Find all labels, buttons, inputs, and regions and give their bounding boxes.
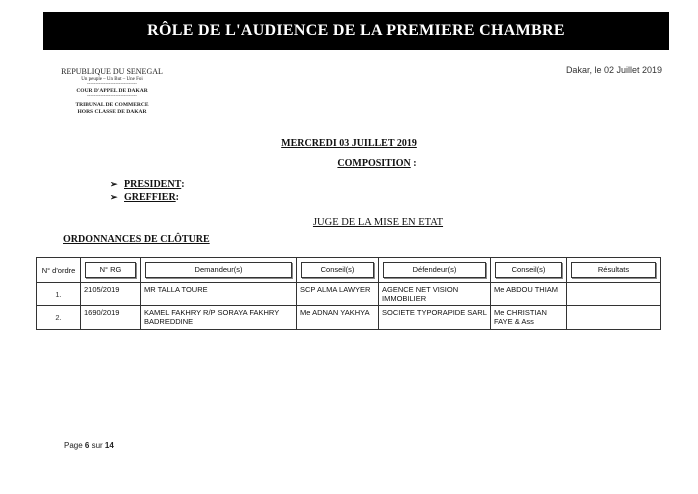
header-conseil-1: Conseil(s) (297, 258, 379, 283)
header-conseil-2: Conseil(s) (491, 258, 567, 283)
footer-page: 6 (84, 441, 90, 450)
hearing-schedule-table (36, 257, 661, 330)
row-conseil-2: Me CHRISTIAN FAYE & Ass (491, 306, 567, 330)
place-date: Dakar, le 02 Juillet 2019 (565, 65, 662, 75)
tribunal-line-1: TRIBUNAL DE COMMERCE (75, 102, 149, 108)
row-number: 1. (37, 283, 81, 306)
footer-prefix: Page (64, 441, 85, 450)
document-title: RÔLE DE L'AUDIENCE DE LA PREMIERE CHAMBRE (147, 22, 565, 39)
row-demandeur: MR TALLA TOURE (141, 283, 297, 306)
tribunal-line-2: HORS CLASSE DE DAKAR (77, 109, 147, 115)
header-defendeur: Défendeur(s) (379, 258, 491, 283)
role-greffier-colon: : (175, 192, 180, 203)
page-footer (64, 441, 114, 450)
subsection-title: ORDONNANCES DE CLÔTURE (63, 234, 210, 245)
row-rg: 1690/2019 (81, 306, 141, 330)
arrow-bullet-icon: ➢ (110, 192, 118, 202)
row-defendeur: SOCIETE TYPORAPIDE SARL (379, 306, 491, 330)
role-greffier (110, 191, 185, 204)
table-row (37, 283, 661, 306)
role-president-colon: : (181, 179, 185, 190)
row-resultat (567, 283, 661, 306)
row-resultat (567, 306, 661, 330)
header-rg: N° RG (81, 258, 141, 283)
table-header-row (37, 258, 661, 283)
section-title: JUGE DE LA MISE EN ETAT (312, 217, 444, 228)
tribunal-name (54, 102, 170, 116)
document-title-banner (43, 12, 669, 50)
row-conseil-1: Me ADNAN YAKHYA (297, 306, 379, 330)
composition-roles (110, 178, 185, 204)
separator-2: ------------------------------ (87, 94, 137, 99)
header-demandeur: Demandeur(s) (141, 258, 297, 283)
footer-middle: sur (89, 441, 105, 450)
role-president-label: PRESIDENT (124, 179, 182, 190)
institution-header (54, 67, 170, 116)
composition-colon: : (410, 158, 417, 169)
row-conseil-1: SCP ALMA LAWYER (297, 283, 379, 306)
composition-heading (0, 158, 698, 169)
row-rg: 2105/2019 (81, 283, 141, 306)
table-row (37, 306, 661, 330)
row-defendeur: AGENCE NET VISION IMMOBILIER (379, 283, 491, 306)
hearing-date: MERCREDI 03 JUILLET 2019 (281, 138, 417, 149)
role-greffier-label: GREFFIER (124, 192, 176, 203)
role-president (110, 178, 185, 191)
row-number: 2. (37, 306, 81, 330)
court-name: COUR D'APPEL DE DAKAR (76, 88, 148, 94)
composition-label: COMPOSITION (337, 158, 411, 169)
row-demandeur: KAMEL FAKHRY R/P SORAYA FAKHRY BADREDDINE (141, 306, 297, 330)
national-motto: Un peuple – Un But – Une Foi (81, 77, 143, 82)
header-resultats: Résultats (567, 258, 661, 283)
row-conseil-2: Me ABDOU THIAM (491, 283, 567, 306)
separator-1: ------------------------------ (87, 82, 137, 87)
country-name: REPUBLIQUE DU SENEGAL (61, 67, 163, 76)
header-ordre: N° d'ordre (37, 258, 81, 283)
arrow-bullet-icon: ➢ (110, 179, 118, 189)
footer-total: 14 (104, 441, 114, 450)
